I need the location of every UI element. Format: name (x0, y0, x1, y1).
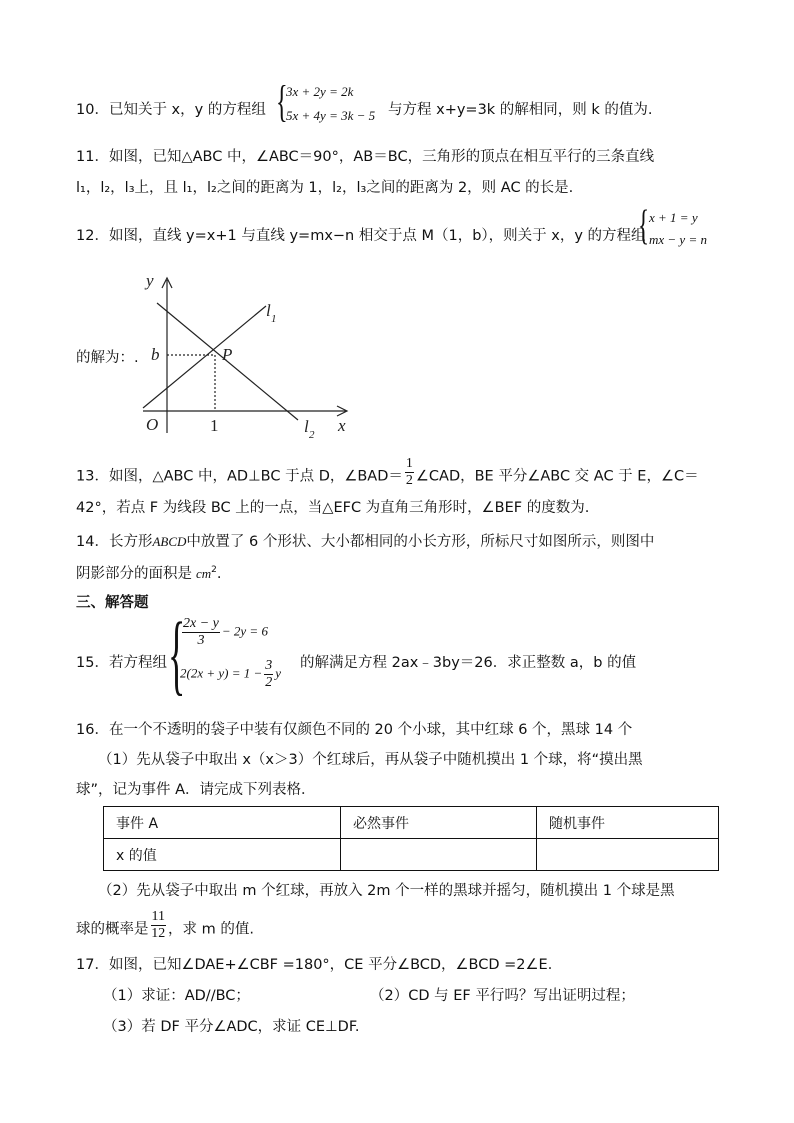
label-origin: O (146, 415, 159, 434)
q10-eq1: 3x + 2y = 2k (286, 84, 354, 99)
q14-text-c: 阴影部分的面积是 (76, 566, 192, 582)
q17-line1: 17．如图，已知∠DAE+∠CBF =180°，CE 平分∠BCD，∠BCD =2∠E． (76, 957, 563, 973)
q15-eq2-frac (264, 658, 273, 691)
q12-eq2: mx − y = n (649, 232, 707, 247)
q14-unit-sup: 2 (211, 565, 217, 576)
table-header-random: 随机事件 (537, 807, 719, 839)
q13-frac-den: 2 (405, 473, 413, 488)
q17-sub3: （3）若 DF 平分∠ADC，求证 CE⊥DF. (103, 1019, 360, 1035)
q14-unit: cm (196, 566, 212, 581)
q14-text-b: 中放置了 6 个形状、大小都相同的小长方形，所标尺寸如图所示，则图中 (186, 534, 655, 550)
q16-part1-line1: （1）先从袋子中取出 x（x＞3）个红球后，再从袋子中随机摸出 1 个球，将“摸出黑 (98, 752, 643, 768)
q11-line1: 11．如图，已知△ABC 中，∠ABC＝90°，AB＝BC，三角形的顶点在相互平行的三条直线 (76, 149, 655, 165)
q16-frac-num: 11 (151, 909, 165, 924)
q15-system (180, 616, 310, 696)
section3-title: 三、解答题 (76, 595, 149, 611)
q10-eq2: 5x + 4y = 3k − 5 (286, 108, 376, 123)
q10-brace: { (276, 77, 288, 126)
q15-eq1-den: 3 (197, 633, 205, 648)
q16-frac-den: 12 (151, 926, 166, 941)
table-row (104, 807, 719, 839)
q16-frac (151, 909, 166, 942)
q14-line1 (76, 530, 654, 551)
label-y: y (146, 271, 154, 290)
table-header-event: 事件 A (104, 807, 341, 839)
q15-eq1-frac (182, 616, 220, 649)
q12-prefix: 12．如图，直线 y=x+1 与直线 y=mx−n 相交于点 M（1，b），则关于 x，y 的方程组 (76, 228, 646, 244)
label-one: 1 (210, 416, 219, 435)
q12-eq1: x + 1 = y (649, 210, 698, 225)
q14-line2 (76, 562, 222, 583)
q16-part1-line2: 球”，记为事件 A．请完成下列表格． (76, 782, 316, 798)
q12-brace: { (638, 203, 650, 249)
q15-eq2-lhs: 2(2x + y) = 1 − (180, 665, 263, 681)
table-header-certain: 必然事件 (341, 807, 537, 839)
q15-eq1-rest: − 2y = 6 (221, 623, 268, 639)
q12-system (649, 210, 719, 254)
q15-eq1 (180, 616, 268, 649)
q16-part2-line2 (76, 909, 254, 946)
q17-sub2: （2）CD 与 EF 平行吗？写出证明过程； (370, 988, 635, 1004)
label-l2: l (304, 417, 309, 436)
q13-frac-num: 1 (405, 456, 413, 471)
q15-eq2-num: 3 (265, 658, 273, 673)
table-cell-random-value[interactable] (537, 839, 719, 871)
q15-eq2-den: 2 (265, 675, 273, 690)
q12-graph (138, 268, 358, 443)
q16-line1: 16．在一个不透明的袋子中装有仅颜色不同的 20 个小球，其中红球 6 个，黑球 14 个 (76, 722, 633, 738)
q14-text-d: . (216, 566, 222, 582)
table-cell-certain-value[interactable] (341, 839, 537, 871)
label-p: P (222, 345, 233, 364)
table-cell-x: x 的值 (104, 839, 341, 871)
q15-prefix: 15．若方程组 (76, 655, 167, 671)
label-x: x (338, 416, 346, 435)
q13-line1 (76, 456, 699, 493)
q10-system (286, 84, 396, 128)
q16-part2-line1: （2）先从袋子中取出 m 个红球，再放入 2m 个一样的黑球并摇匀，随机摸出 1 个球是黑 (98, 883, 675, 899)
q15-eq2-rest: y (275, 665, 282, 681)
q14-abcd: ABCD (152, 534, 187, 549)
label-b: b (151, 345, 160, 364)
q15-eq2 (180, 658, 281, 691)
q11-line2: l₁，l₂，l₃上，且 l₁，l₂之间的距离为 1，l₂，l₃之间的距离为 2，则 AC 的长是. (76, 180, 574, 196)
label-l2-sub: 2 (309, 429, 315, 441)
q16-part2-prefix: 球的概率是 (76, 921, 149, 938)
label-l1-sub: 1 (271, 313, 277, 325)
q16-part2-suffix: ，求 m 的值. (167, 921, 254, 938)
q10-prefix: 10．已知关于 x，y 的方程组 (76, 102, 266, 118)
q13-line2: 42°，若点 F 为线段 BC 上的一点，当△EFC 为直角三角形时，∠BEF 的度数为. (76, 500, 590, 516)
q12-answer: 的解为：. (76, 350, 139, 366)
q13-part1: 13．如图，△ABC 中，AD⊥BC 于点 D，∠BAD＝ (76, 468, 403, 485)
q15-suffix: 的解满足方程 2ax﹣3by＝26．求正整数 a，b 的值 (300, 655, 637, 671)
q10-suffix: 与方程 x+y=3k 的解相同，则 k 的值为. (388, 102, 653, 118)
q15-eq1-num: 2x − y (183, 616, 219, 631)
q16-table (103, 806, 719, 871)
line-l1 (143, 306, 266, 408)
table-row (104, 839, 719, 871)
q17-sub1: （1）求证：AD//BC； (103, 988, 250, 1004)
q13-frac (405, 456, 414, 489)
q14-text-a: 14．长方形 (76, 534, 153, 550)
label-l1: l (266, 301, 271, 320)
q15-brace: { (168, 605, 186, 704)
q13-part2: ∠CAD，BE 平分∠ABC 交 AC 于 E，∠C＝ (415, 468, 699, 485)
